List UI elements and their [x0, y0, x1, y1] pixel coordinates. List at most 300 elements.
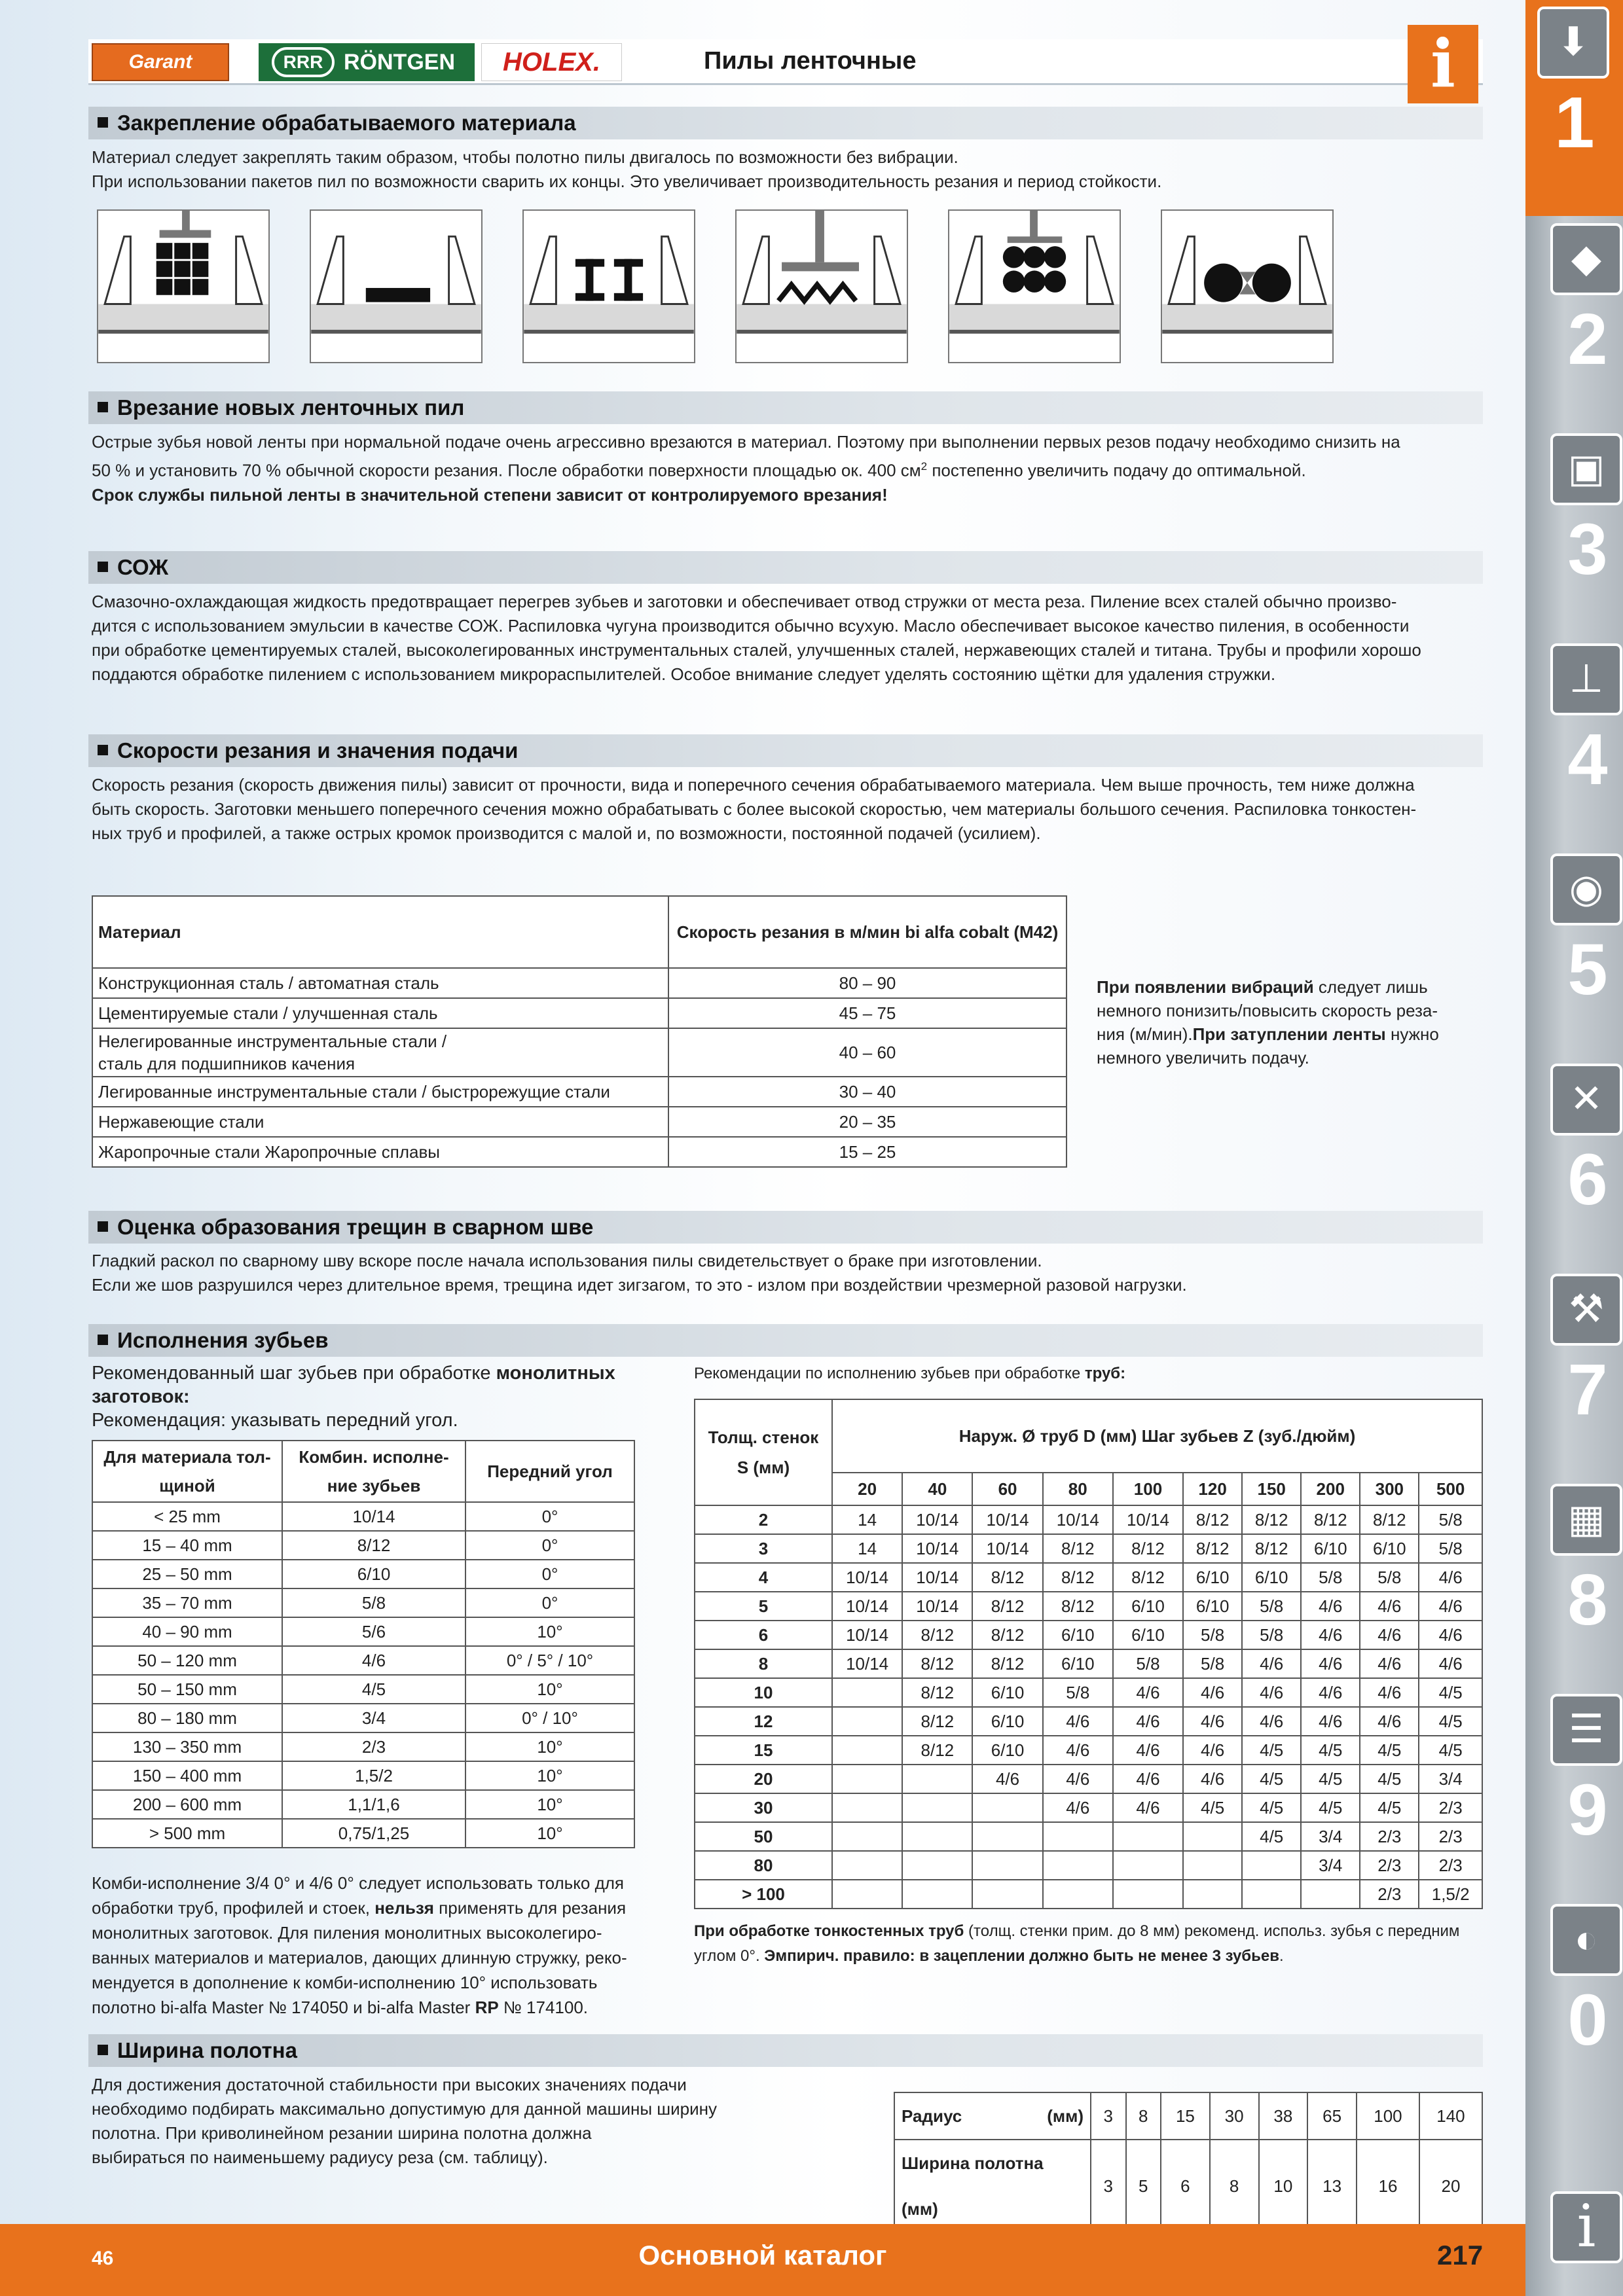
diameter-col-header: 120: [1183, 1473, 1242, 1505]
radius-cell: 38: [1259, 2092, 1308, 2140]
running-in-line-3: Срок службы пильной ленты в значительной степени зависит от контролируемого врезания!: [92, 484, 888, 505]
pitch-cell: 4/6: [1242, 1707, 1301, 1736]
pitch-cell: 10/14: [282, 1502, 465, 1531]
pitch-cell: 5/8: [1183, 1649, 1242, 1678]
teeth-note-text-2c: применять для резания: [433, 1898, 627, 1918]
pitch-cell: [1113, 1880, 1183, 1909]
chapter-number: 8: [1567, 1560, 1608, 1640]
pitch-cell: 5/8: [282, 1588, 465, 1617]
teeth-note-line-4: ванных материалов и материалов, дающих длинную стружку, реко-: [92, 1948, 627, 1967]
table-row: [92, 1588, 634, 1617]
tube-note-line-2: [694, 1944, 1459, 1969]
diameter-col-header: 40: [902, 1473, 972, 1505]
diameter-col-header: 20: [832, 1473, 902, 1505]
teeth-note: [92, 1871, 627, 2020]
clamp-figure-angle-profiles: [735, 209, 908, 363]
vibration-note-line-2: немного понизить/повысить скорость реза-: [1097, 1001, 1438, 1020]
chapter-tab-0[interactable]: [1539, 1897, 1617, 2107]
pitch-cell: 4/6: [1043, 1793, 1113, 1822]
pitch-cell: 4/6: [1301, 1592, 1360, 1621]
pitch-cell: 4/5: [1301, 1736, 1360, 1765]
pitch-cell: 0,75/1,25: [282, 1819, 465, 1848]
pitch-cell: [832, 1678, 902, 1707]
pitch-cell: 8/12: [1360, 1505, 1419, 1534]
speed-cell: 45 – 75: [668, 998, 1067, 1028]
chapter-number: 0: [1567, 1980, 1608, 2060]
vibration-note-line-1: [1097, 975, 1476, 999]
pitch-cell: [1113, 1822, 1183, 1851]
chapter-tab-9[interactable]: [1539, 1687, 1617, 1897]
pitch-cell: 4/6: [1360, 1592, 1419, 1621]
table-row: [92, 1790, 634, 1819]
pitch-cell: [832, 1880, 902, 1909]
radius-row: [894, 2092, 1482, 2140]
pitch-cell: 4/5: [282, 1675, 465, 1704]
clamp-figure-round-bundle: [948, 209, 1121, 363]
pitch-cell: 6/10: [972, 1707, 1042, 1736]
workbench-icon: ▦: [1550, 1484, 1622, 1556]
chapter-number: 5: [1567, 929, 1608, 1010]
tube-note-text-2: углом 0°.: [694, 1947, 765, 1965]
width-cell: 13: [1307, 2140, 1357, 2233]
angle-cell: 10°: [465, 1790, 634, 1819]
col-tooth-pitch-line-2: ние зубьев: [327, 1476, 421, 1496]
pitch-cell: 4/5: [1360, 1793, 1419, 1822]
clamping-line-1: Материал следует закреплять таким образом, чтобы полотно пилы двигалось по возможности без вибрации.: [92, 147, 958, 167]
wall-thickness-cell: 50: [695, 1822, 832, 1851]
angle-cell: 10°: [465, 1732, 634, 1761]
pitch-cell: 4/6: [1301, 1649, 1360, 1678]
thickness-cell: 150 – 400 mm: [92, 1761, 282, 1790]
diameter-col-header: 200: [1301, 1473, 1360, 1505]
info-icon: i: [1550, 2191, 1622, 2263]
diameter-col-header: 100: [1113, 1473, 1183, 1505]
table-row: [92, 1137, 1067, 1167]
thickness-cell: 25 – 50 mm: [92, 1560, 282, 1588]
pitch-cell: 4/6: [1242, 1649, 1301, 1678]
weld-text: [92, 1249, 1187, 1297]
coolant-text: [92, 590, 1421, 687]
solid-stock-teeth-table: [92, 1440, 635, 1848]
clamp-figure-flat-bar: [310, 209, 483, 363]
blade-width-line-3: полотна. При криволинейном резании ширина полотна должна: [92, 2123, 592, 2143]
thickness-cell: 40 – 90 mm: [92, 1617, 282, 1646]
pitch-cell: 4/6: [1419, 1563, 1482, 1592]
thickness-cell: 50 – 120 mm: [92, 1646, 282, 1675]
table-row: [695, 1880, 1482, 1909]
speed-cell: 40 – 60: [668, 1028, 1067, 1077]
table-row: [695, 1678, 1482, 1707]
pitch-cell: 2/3: [1419, 1851, 1482, 1880]
width-cell: 20: [1419, 2140, 1482, 2233]
width-cell: 5: [1126, 2140, 1161, 2233]
wall-thickness-cell: 6: [695, 1621, 832, 1649]
pitch-cell: [1183, 1851, 1242, 1880]
coolant-line-2: дится с использованием эмульсии в качестве СОЖ. Распиловка чугуна производится обычно всухую. Масло обеспечивает высокое качество пиления, в особенности: [92, 616, 1410, 636]
pitch-cell: 4/6: [1301, 1621, 1360, 1649]
pitch-cell: 6/10: [972, 1736, 1042, 1765]
pitch-cell: [902, 1793, 972, 1822]
pitch-cell: [972, 1793, 1042, 1822]
thickness-cell: 200 – 600 mm: [92, 1790, 282, 1819]
angle-cell: 0°: [465, 1588, 634, 1617]
pitch-cell: 8/12: [1113, 1534, 1183, 1563]
tube-note-line-1: [694, 1919, 1459, 1944]
table-row: [695, 1649, 1482, 1678]
radius-cell: 140: [1419, 2092, 1482, 2140]
pitch-cell: 8/12: [972, 1563, 1042, 1592]
pitch-cell: 4/6: [1183, 1736, 1242, 1765]
table-row: [695, 1621, 1482, 1649]
table-row: [695, 1592, 1482, 1621]
pitch-cell: 6/10: [1183, 1563, 1242, 1592]
pitch-cell: [832, 1822, 902, 1851]
pitch-cell: 4/5: [1242, 1765, 1301, 1793]
pitch-cell: 8/12: [902, 1621, 972, 1649]
col-tooth-pitch: [282, 1441, 465, 1502]
pitch-cell: 8/12: [1183, 1505, 1242, 1534]
col-speed: Скорость резания в м/мин bi alfa cobalt (M42): [668, 896, 1067, 968]
pitch-cell: [1043, 1880, 1113, 1909]
chapter-sidebar: [1525, 0, 1623, 2296]
angle-cell: 10°: [465, 1819, 634, 1848]
diameter-col-header: 80: [1043, 1473, 1113, 1505]
table-row: [695, 1851, 1482, 1880]
diameter-col-header: 500: [1419, 1473, 1482, 1505]
width-cell: 8: [1210, 2140, 1259, 2233]
radius-cell: 100: [1357, 2092, 1419, 2140]
pitch-cell: 5/8: [1183, 1621, 1242, 1649]
clamp-figure-square-bundle: [97, 209, 270, 363]
catalog-title: Основной каталог: [638, 2240, 887, 2270]
material-line-1: Легированные инструментальные стали / быстрорежущие стали: [98, 1082, 610, 1102]
pitch-cell: 10/14: [972, 1534, 1042, 1563]
vibration-note-text-3: ния (м/мин).: [1097, 1024, 1193, 1044]
pitch-cell: 4/6: [1183, 1765, 1242, 1793]
holex-logo-text: HOLEX.: [503, 47, 600, 77]
radius-cell: 3: [1091, 2092, 1126, 2140]
wall-thickness-cell: 80: [695, 1851, 832, 1880]
pitch-cell: 1,5/2: [282, 1761, 465, 1790]
width-cell: 6: [1161, 2140, 1210, 2233]
tube-note-text-1: (толщ. стенки прим. до 8 мм) рекоменд. использ. зубья с передним: [964, 1922, 1460, 1940]
radius-cell: 8: [1126, 2092, 1161, 2140]
pitch-cell: 4/6: [1113, 1793, 1183, 1822]
pitch-cell: 4/6: [1301, 1707, 1360, 1736]
clamping-text: [92, 145, 1161, 194]
thickness-cell: > 500 mm: [92, 1819, 282, 1848]
pitch-cell: 6/10: [1113, 1621, 1183, 1649]
holex-logo: [481, 43, 622, 81]
pitch-cell: 2/3: [1360, 1880, 1419, 1909]
pitch-cell: 4/6: [1043, 1707, 1113, 1736]
diameter-col-header: 150: [1242, 1473, 1301, 1505]
table-row: [695, 1822, 1482, 1851]
material-cell: [92, 1077, 668, 1107]
pitch-cell: 2/3: [1419, 1822, 1482, 1851]
pitch-cell: 6/10: [1242, 1563, 1301, 1592]
vibration-note-text-1: следует лишь: [1313, 977, 1428, 997]
speed-cell: 30 – 40: [668, 1077, 1067, 1107]
table-row: [695, 1707, 1482, 1736]
pitch-cell: 4/6: [1113, 1678, 1183, 1707]
section-heading-blade-width: Ширина полотна: [88, 2034, 1483, 2067]
teeth-intro-text: Рекомендованный шаг зубьев при обработке: [92, 1363, 496, 1384]
wall-thickness-cell: 15: [695, 1736, 832, 1765]
running-in-line-1: Острые зубья новой ленты при нормальной подаче очень агрессивно врезаются в материал. Поэтому при выполнении первых резов подачу необходимо снизить на: [92, 432, 1400, 452]
vibration-note-text-4: нужно: [1385, 1024, 1439, 1044]
vibration-note: [1097, 975, 1476, 1069]
pitch-cell: 6/10: [1360, 1534, 1419, 1563]
pitch-cell: 4/6: [282, 1646, 465, 1675]
info-icon[interactable]: i: [1408, 25, 1478, 103]
blade-width-text: [92, 2073, 717, 2170]
thickness-cell: 130 – 350 mm: [92, 1732, 282, 1761]
pitch-cell: 2/3: [1360, 1822, 1419, 1851]
tube-note-text-3: .: [1279, 1947, 1284, 1965]
table-row: [92, 1761, 634, 1790]
wall-thickness-cell: 8: [695, 1649, 832, 1678]
table-row: [92, 1028, 1067, 1077]
vibration-note-bold-2: При затуплении ленты: [1192, 1024, 1386, 1044]
pitch-cell: 4/6: [1419, 1592, 1482, 1621]
pitch-cell: 10/14: [902, 1563, 972, 1592]
table-header-row: [92, 896, 1067, 968]
pitch-cell: 8/12: [902, 1649, 972, 1678]
chapter-tab-8[interactable]: [1539, 1477, 1617, 1687]
pitch-cell: [1242, 1880, 1301, 1909]
width-cell: 16: [1357, 2140, 1419, 2233]
pitch-cell: 4/6: [1360, 1707, 1419, 1736]
pitch-cell: 1,5/2: [1419, 1880, 1482, 1909]
table-row: [92, 1617, 634, 1646]
pitch-cell: 8/12: [1242, 1534, 1301, 1563]
col-thickness-line-1: Для материала тол-: [103, 1447, 271, 1467]
pitch-cell: 4/6: [972, 1765, 1042, 1793]
teeth-note-line-5: мендуется в дополнение к комби-исполнению 10° использовать: [92, 1973, 598, 1992]
chapter-tab-6[interactable]: [1539, 1057, 1617, 1266]
diameter-col-header: 300: [1360, 1473, 1419, 1505]
table-row: [695, 1736, 1482, 1765]
pitch-cell: [1113, 1851, 1183, 1880]
thickness-cell: < 25 mm: [92, 1502, 282, 1531]
chapter-tab-4[interactable]: [1539, 637, 1617, 846]
wall-thickness-cell: 20: [695, 1765, 832, 1793]
pitch-cell: 4/6: [1242, 1678, 1301, 1707]
pitch-cell: 14: [832, 1534, 902, 1563]
speeds-line-2: быть скорость. Заготовки меньшего поперечного сечения можно обрабатывать с более высокой скоростью, чем материалы большого сечения. Распиловка тонкостен-: [92, 799, 1417, 819]
width-row: [894, 2140, 1482, 2233]
table-row: [695, 1563, 1482, 1592]
garant-logo-text: Garant: [128, 51, 192, 73]
table-row: [92, 1819, 634, 1848]
pitch-cell: 10/14: [902, 1592, 972, 1621]
angle-cell: 0°: [465, 1560, 634, 1588]
section-heading-running-in: Врезание новых ленточных пил: [88, 391, 1483, 424]
drill-icon: ⬇: [1537, 7, 1609, 79]
pitch-cell: 10/14: [902, 1534, 972, 1563]
speed-cell: 80 – 90: [668, 968, 1067, 998]
col-thickness: [92, 1441, 282, 1502]
teeth-intro: [92, 1361, 655, 1432]
pitch-cell: [902, 1765, 972, 1793]
table-row: [92, 1531, 634, 1560]
radius-cell: 30: [1210, 2092, 1259, 2140]
chapter-tab-1[interactable]: [1525, 0, 1623, 216]
section-heading-weld: Оценка образования трещин в сварном шве: [88, 1211, 1483, 1244]
chapter-tab-5[interactable]: [1539, 847, 1617, 1056]
speed-cell: 15 – 25: [668, 1137, 1067, 1167]
vibration-note-bold-1: При появлении вибраций: [1097, 977, 1314, 997]
page-number-right: 217: [1437, 2240, 1484, 2270]
material-line-1: Цементируемые стали / улучшенная сталь: [98, 1003, 438, 1023]
pitch-cell: [832, 1736, 902, 1765]
pitch-cell: 14: [832, 1505, 902, 1534]
rontgen-logo: [259, 43, 475, 81]
page-number-left: 46: [92, 2248, 114, 2269]
pitch-cell: 6/10: [1113, 1592, 1183, 1621]
pitch-cell: 4/5: [1242, 1736, 1301, 1765]
caliper-icon: ⊥: [1550, 643, 1622, 715]
cabinet-icon: ☰: [1550, 1694, 1622, 1766]
table-row: [695, 1765, 1482, 1793]
pitch-cell: 4/5: [1242, 1793, 1301, 1822]
pitch-cell: 4/5: [1360, 1736, 1419, 1765]
pitch-cell: 3/4: [1301, 1851, 1360, 1880]
coolant-line-4: поддаются обработке пилением с использованием микрораспылителей. Особое внимание следует уделять состоянию щётки для удаления стружки.: [92, 664, 1276, 684]
angle-cell: 0°: [465, 1502, 634, 1531]
table-header-row: [92, 1441, 634, 1502]
pitch-cell: 5/8: [1242, 1592, 1301, 1621]
pitch-cell: [902, 1880, 972, 1909]
table-row: [92, 1502, 634, 1531]
pitch-cell: [902, 1822, 972, 1851]
pitch-cell: 5/8: [1043, 1678, 1113, 1707]
teeth-note-text-2a: обработки труб, профилей и стоек,: [92, 1898, 375, 1918]
pitch-cell: 6/10: [1043, 1649, 1113, 1678]
chapter-number: 6: [1567, 1139, 1608, 1220]
pitch-cell: 4/5: [1360, 1765, 1419, 1793]
insert-icon: ◆: [1550, 223, 1622, 295]
thickness-cell: 35 – 70 mm: [92, 1588, 282, 1617]
pitch-cell: 8/12: [972, 1592, 1042, 1621]
wall-thickness-cell: 2: [695, 1505, 832, 1534]
pitch-cell: 3/4: [1419, 1765, 1482, 1793]
table-row: [92, 998, 1067, 1028]
pitch-cell: 8/12: [972, 1621, 1042, 1649]
pitch-cell: [902, 1851, 972, 1880]
angle-cell: 0° / 5° / 10°: [465, 1646, 634, 1675]
pitch-cell: 8/12: [1183, 1534, 1242, 1563]
pitch-cell: 6/10: [972, 1678, 1042, 1707]
pitch-cell: 8/12: [1043, 1592, 1113, 1621]
teeth-note-line-6: [92, 1995, 627, 2020]
diameter-col-header: 60: [972, 1473, 1042, 1505]
pitch-cell: 8/12: [902, 1707, 972, 1736]
running-in-text: [92, 430, 1400, 507]
pitch-cell: [972, 1880, 1042, 1909]
pitch-cell: [832, 1707, 902, 1736]
pitch-cell: 1,1/1,6: [282, 1790, 465, 1819]
pitch-cell: [1043, 1851, 1113, 1880]
cutting-speed-table: [92, 895, 1067, 1168]
section-heading-speeds: Скорости резания и значения подачи: [88, 734, 1483, 767]
pitch-cell: 4/6: [1113, 1707, 1183, 1736]
pitch-cell: 10/14: [1043, 1505, 1113, 1534]
teeth-note-line-2: [92, 1895, 627, 1920]
width-label: Ширина полотна (мм): [894, 2140, 1091, 2233]
teeth-note-bold: нельзя: [374, 1898, 434, 1918]
pitch-cell: 2/3: [1419, 1793, 1482, 1822]
section-heading-teeth: Исполнения зубьев: [88, 1324, 1483, 1357]
material-line-1: Жаропрочные стали Жаропрочные сплавы: [98, 1142, 440, 1162]
pitch-cell: 4/5: [1183, 1793, 1242, 1822]
pitch-cell: 3/4: [1301, 1822, 1360, 1851]
material-cell: [92, 1107, 668, 1137]
garant-logo: [92, 43, 229, 81]
tube-note-bold-1: При обработке тонкостенных труб: [694, 1922, 964, 1940]
teeth-note-line-3: монолитных заготовок. Для пиления монолитных высоколегиро-: [92, 1923, 602, 1943]
wall-thickness-cell: 4: [695, 1563, 832, 1592]
thickness-cell: 15 – 40 mm: [92, 1531, 282, 1560]
weld-line-2: Если же шов разрушился через длительное время, трещина идет зигзагом, то это - излом при воздействии чрезмерной разовой нагрузки.: [92, 1275, 1187, 1295]
table-row: [92, 1107, 1067, 1137]
chapter-tab-3[interactable]: [1539, 427, 1617, 636]
chapter-tab-i[interactable]: [1539, 2108, 1617, 2296]
pitch-cell: 2/3: [282, 1732, 465, 1761]
speeds-text: [92, 773, 1416, 846]
chapter-tab-7[interactable]: [1539, 1267, 1617, 1477]
material-line-1: Конструкционная сталь / автоматная сталь: [98, 973, 439, 993]
pitch-cell: 5/8: [1360, 1563, 1419, 1592]
rontgen-logo-text: RÖNTGEN: [344, 49, 455, 75]
pitch-cell: 8/12: [902, 1678, 972, 1707]
speed-cell: 20 – 35: [668, 1107, 1067, 1137]
running-in-line-2: [92, 454, 1400, 483]
chapter-tab-2[interactable]: [1539, 217, 1617, 426]
pitch-cell: 8/12: [282, 1531, 465, 1560]
header-bar: [88, 39, 1483, 85]
clamp-figure-round-bars: [1161, 209, 1334, 363]
pitch-cell: 8/12: [1113, 1563, 1183, 1592]
pitch-cell: 6/10: [1043, 1621, 1113, 1649]
table-row: [695, 1534, 1482, 1563]
table-row: [92, 1646, 634, 1675]
col-tooth-pitch-line-1: Комбин. исполне-: [299, 1447, 449, 1467]
speeds-line-3: ных труб и профилей, а также острых кромок производится с малой и, по возможности, постоянной подачей (усилием).: [92, 823, 1041, 843]
teeth-note-line-1: Комби-исполнение 3/4 0° и 4/6 0° следует использовать только для: [92, 1873, 624, 1893]
wall-thickness-cell: 10: [695, 1678, 832, 1707]
pitch-cell: 4/5: [1419, 1736, 1482, 1765]
pitch-cell: [1043, 1822, 1113, 1851]
pitch-cell: 8/12: [972, 1649, 1042, 1678]
pitch-cell: 3/4: [282, 1704, 465, 1732]
saw-blade-icon: ◉: [1550, 853, 1622, 925]
col-wall-thickness-line-2: S (мм): [737, 1458, 790, 1477]
clamp-figure-i-beams: [522, 209, 695, 363]
pitch-cell: 8/12: [1043, 1563, 1113, 1592]
material-cell: [92, 998, 668, 1028]
pitch-cell: [1183, 1822, 1242, 1851]
pitch-cell: 5/8: [1113, 1649, 1183, 1678]
pitch-cell: 4/6: [1419, 1621, 1482, 1649]
pitch-cell: 10/14: [972, 1505, 1042, 1534]
wall-thickness-cell: 5: [695, 1592, 832, 1621]
pitch-cell: 4/5: [1419, 1678, 1482, 1707]
radius-unit: (мм): [1047, 2106, 1084, 2126]
rontgen-mark: RRR: [272, 47, 335, 77]
col-rake-angle: Передний угол: [465, 1441, 634, 1502]
